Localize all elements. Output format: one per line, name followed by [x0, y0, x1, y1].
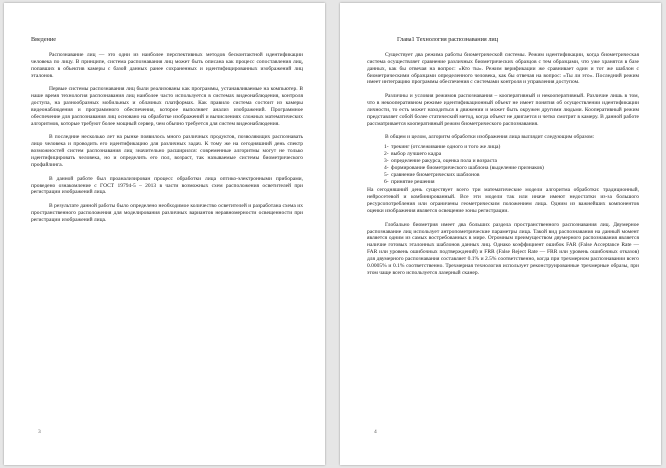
list-item-text: выбор лучшего кадра	[391, 151, 442, 158]
list-number: 2-	[384, 151, 389, 158]
chapter-title: Глава1 Технология распознавания лиц	[397, 36, 499, 43]
list-item-text: определение ракурса, оценка пола и возраста	[391, 157, 497, 164]
paragraph: В последние несколько лет на рынке появилось много различных продуктов, позволяющих распознавать лицо человека и проводить его идентификацию для различных задач. К тому же на сегодняшний день спектр возможностей систем распознавания лиц значительно расширился: современные алгоритмы могут не только идентифицировать человека, но и определить его пол, возраст, так называемые системы биометрического профайлинга.	[31, 134, 303, 168]
page-number: 3	[38, 429, 41, 435]
paragraph: В общем и целом, алгоритм обработки изображения лица выглядит следующим образом:	[385, 134, 595, 141]
list-number: 1-	[384, 144, 389, 151]
list-item-text: формирование биометрического шаблона (выделение признаков)	[391, 164, 544, 171]
list-number: 5-	[384, 171, 389, 178]
paragraph: На сегодняшний день существует всего три математические модели алгоритма обработки: традиционный, нейросетевой и комбинированный. Все эти модели так или иначе имеют недостатки из-за большого ресурсопотребления или ограничены геометрическим положением лица. Одним из важнейших компонентов оценки изображения является освещение зоны регистрации.	[367, 187, 639, 214]
list-item	[367, 158, 639, 165]
paragraph: Различны и условия режимов распознавания – кооперативный и некооперативный. Различие лишь в том, что в некооперативном режиме идентификационный объект не имеет понятия об осуществлении идентификации личности, то есть может находиться в движении и может быть окружен другими людьми. Кооперативный режим представляет собой более статический метод, когда объект не двигается и четко смотрит в камеру. В данной работе рассматривается кооперативный режим биометрического распознавания.	[367, 93, 639, 127]
paragraph: Существует два режима работы биометрической системы. Режим идентификации, когда биометрическая система осуществляет сравнение различных биометрических образцов с тем образцами, что уже хранятся в базе данных, как бы отвечая на вопрос: «Кто ты». Режим верификации же сравнивает один и тот же шаблон с биометрическими образцами определенного человека, как бы отвечая на вопрос: «Ты ли это». Последний режим имеет интеграцию программы обеспечения с системами контроля и управления доступом.	[367, 52, 639, 86]
algorithm-steps-list	[367, 144, 639, 185]
paragraph: В результате данной работы было определено необходимое количество осветителей и разработана схема их пространственного расположения для моделирования различных вариантов неравномерности освещенности при регистрации изображений лица.	[31, 203, 303, 223]
list-number: 3-	[384, 157, 389, 164]
page-content	[367, 36, 639, 283]
list-item	[367, 151, 639, 158]
page-title: Введение	[31, 36, 56, 43]
page-content	[31, 36, 303, 231]
paragraph: Глобально биометрия имеет два больших раздела пространственного распознавания лиц. Двумерное распознавание лиц использует антропометрические параметры лица. Такой вид распознавания на данный момент является одним из самых востребованных в мире. Огромным преимуществом двумерного распознавания является наличие готовых эталонных шаблонов данных лиц. Однако коэффициент ошибок FAR (False Acceptance Rate — FAR или уровень ошибочных подтверждений) и FRR (False Reject Rate — FRR или уровень ошибочных отказов) для двумерного распознавания составляет 0.1% и 2.5% соответственно, когда при трехмерном распознавании всего 0.0005% и 0.1% соответственно. Трехмерная технология использует реконструированные трехмерные образы, при этом чаще всего используется лазерный сканер.	[367, 221, 639, 276]
paragraph: Распознавание лиц — это одни из наиболее перспективных методов бесконтактной идентификации человека по лицу. В принципе, система распознавания лиц может быть описана как процесс сопоставления лиц, попавших в объектив камеры с базой данных ранее сохраненных и идентифицированных изображений лиц эталонов.	[31, 52, 303, 79]
list-number: 6-	[384, 178, 389, 185]
list-item-text: сравнение биометрических шаблонов	[391, 171, 480, 178]
document-page-4	[340, 3, 661, 465]
list-item	[367, 165, 639, 172]
list-number: 4-	[384, 164, 389, 171]
list-item-text: принятие решения	[391, 178, 435, 185]
document-page-3	[4, 3, 325, 465]
list-item	[367, 172, 639, 179]
page-number: 4	[374, 429, 377, 435]
list-item-text: трекинг (отслеживание одного и того же лица)	[391, 144, 501, 151]
list-item	[367, 179, 639, 186]
paragraph: Первые системы распознавания лиц были реализованы как программы, устанавливаемые на компьютер. В наше время технология распознавания лиц наиболее часто используется в системах видеонаблюдения, контроля доступа, на разнообразных мобильных и облачных платформах. Как правило система состоит из камеры видеонаблюдения и программного обеспечения, которое выполняет анализ изображений. Программное обеспечение для распознавания лиц основано на обработке изображений и вычислениях сложных математических алгоритмов, которые требуют более мощный сервер, чем обычно требуется для систем видеонаблюдения.	[31, 86, 303, 127]
paragraph: В данной работе был проанализирован процесс обработки лица оптико-электронными приборами, проведено ознакомление с ГОСТ 19794-5 – 2013 в части возможных схем расположения осветителей при регистрации изображений лица.	[31, 175, 303, 196]
